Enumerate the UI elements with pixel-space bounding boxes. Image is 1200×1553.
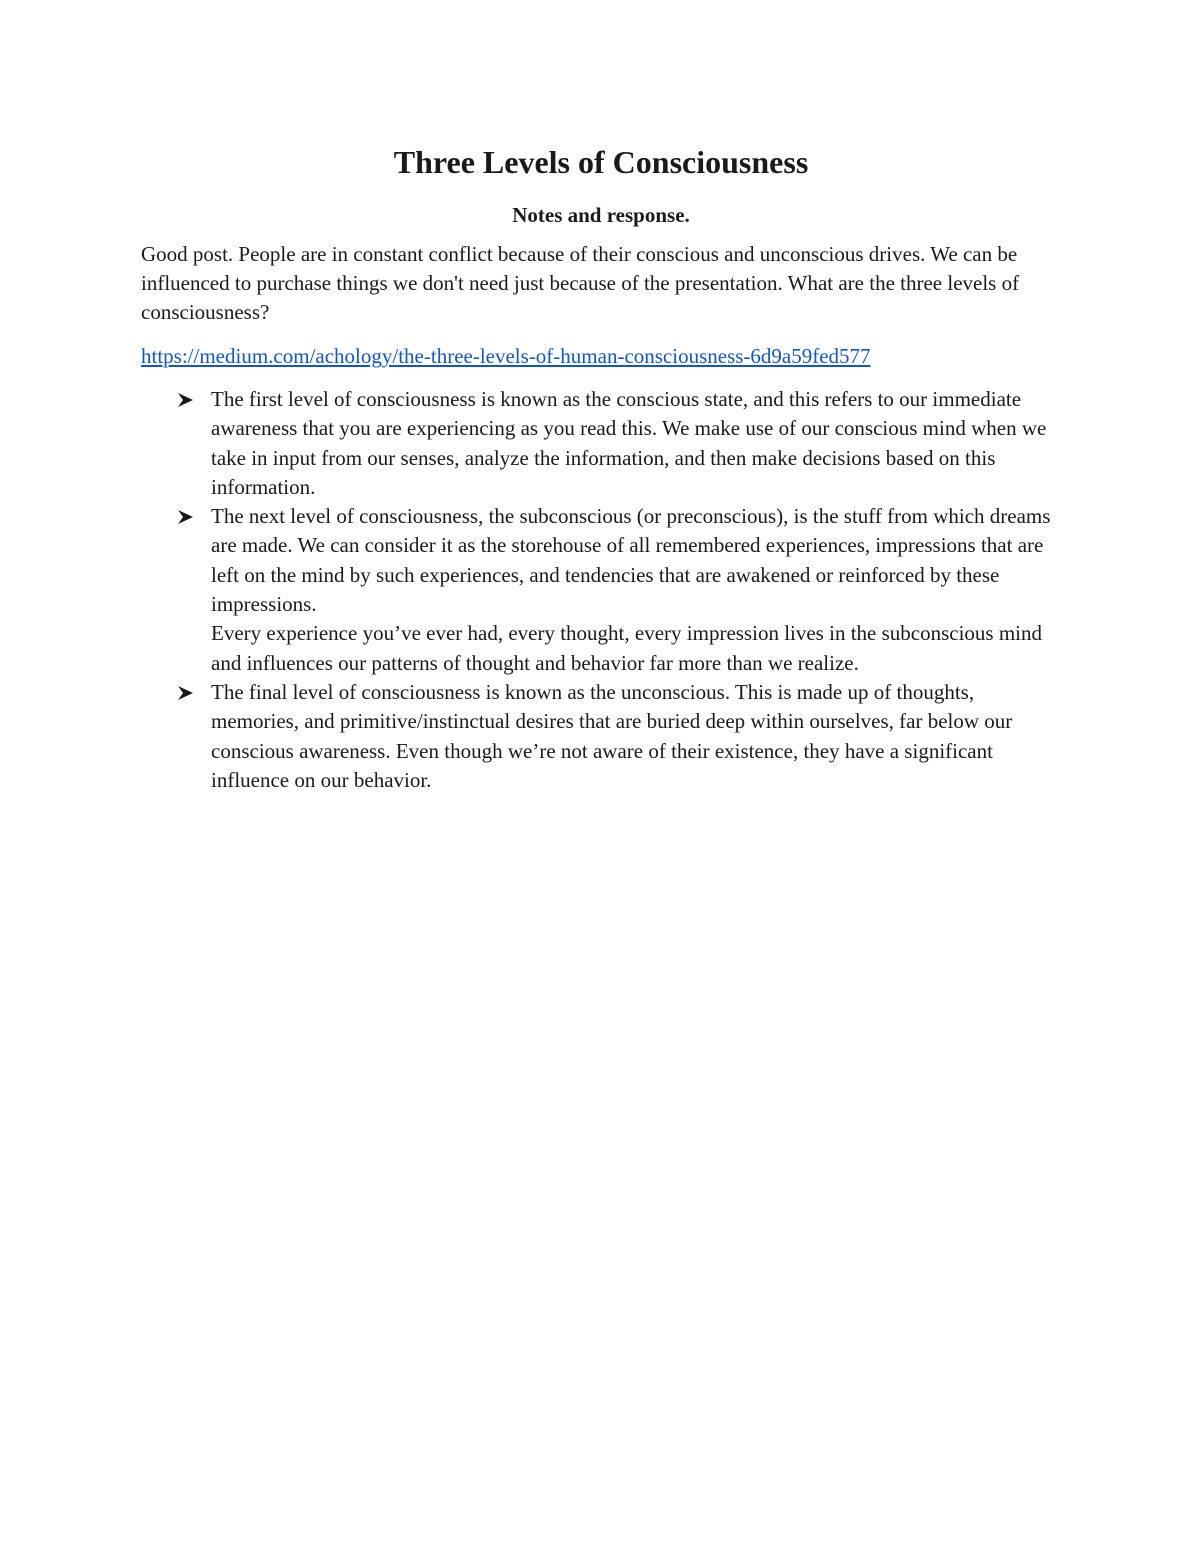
document-page	[141, 140, 1061, 795]
bullet-item-3	[141, 678, 1061, 795]
bullet-text-3: The final level of consciousness is known as the unconscious. This is made up of thoughts, memories, and primitive/instinctual desires that are buried deep within ourselves, far below our conscious awareness. Even though we’re not aware of their existence, they have a significant influence on our behavior.	[211, 679, 1013, 792]
intro-paragraph: Good post. People are in constant conflict because of their conscious and unconscious drives. We can be influenced to purchase things we don't need just because of the presentation. What are the three levels of consciousness?	[141, 242, 1020, 324]
bullet-item-1	[141, 385, 1061, 502]
arrowhead-bullet-icon	[177, 502, 197, 531]
bullet-text-2-extra: Every experience you’ve ever had, every thought, every impression lives in the subconscious mind and influences our patterns of thought and behavior far more than we realize.	[211, 621, 1043, 675]
bullet-item-2	[141, 502, 1061, 678]
bullet-text-2: The next level of consciousness, the subconscious (or preconscious), is the stuff from which dreams are made. We can consider it as the storehouse of all remembered experiences, impressions that are left on the mind by such experiences, and tendencies that are awakened or reinforced by these impressions.	[211, 504, 1051, 617]
document-subtitle: Notes and response.	[512, 203, 690, 227]
bullet-text-1: The first level of consciousness is known as the conscious state, and this refers to our immediate awareness that you are experiencing as you read this. We make use of our conscious mind when we take in input from our senses, analyze the information, and then make decisions based on this information.	[211, 387, 1047, 499]
bullet-list	[141, 385, 1061, 795]
source-link[interactable]: https://medium.com/achology/the-three-levels-of-human-consciousness-6d9a59fed577	[141, 344, 871, 368]
document-title: Three Levels of Consciousness	[393, 144, 809, 180]
arrowhead-bullet-icon	[177, 678, 197, 707]
arrowhead-bullet-icon	[177, 385, 197, 414]
